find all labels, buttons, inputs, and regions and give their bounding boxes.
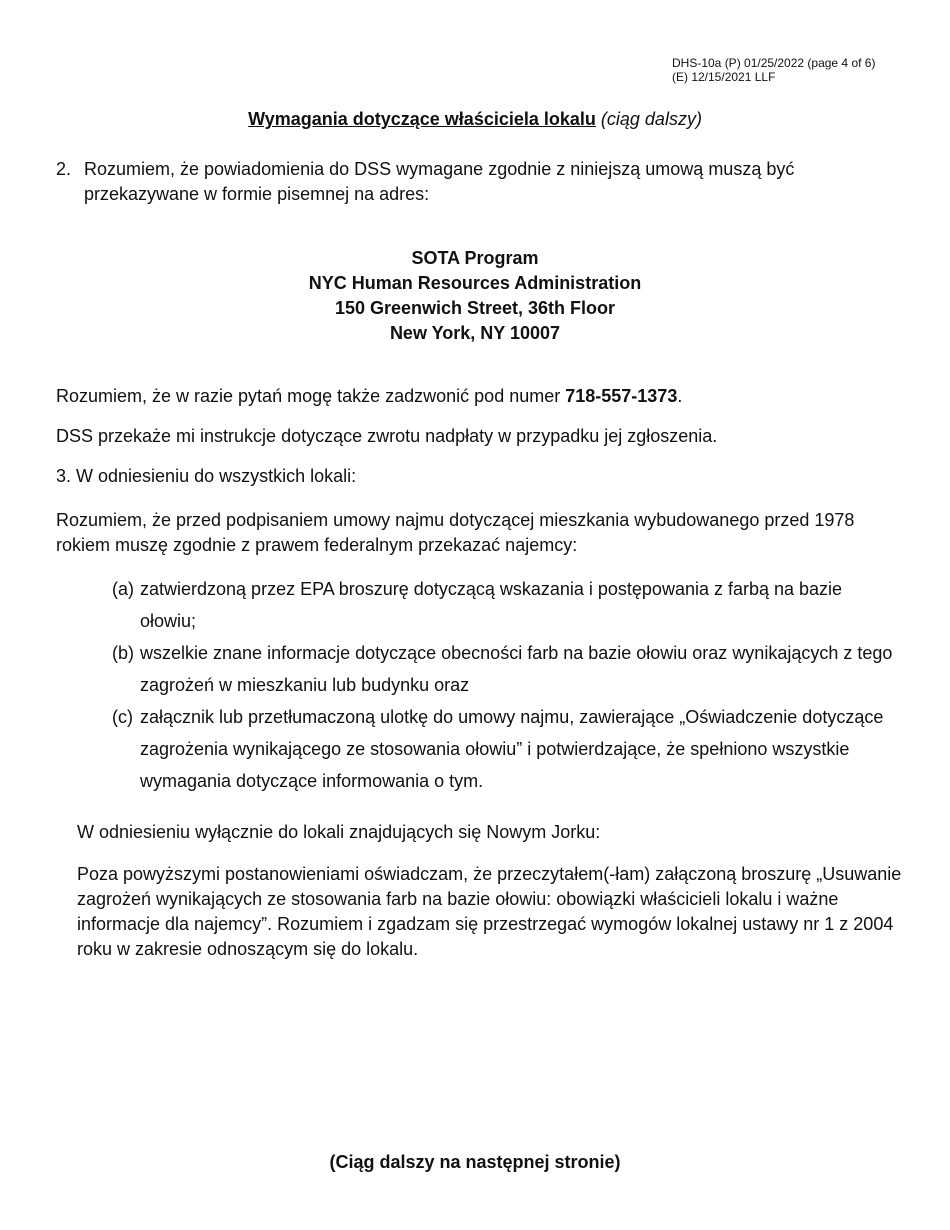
continued-footer: (Ciąg dalszy na następnej stronie) [329, 1152, 621, 1172]
item-3-heading: 3. W odniesieniu do wszystkich lokali: [56, 466, 357, 486]
section-title: Wymagania dotyczące właściciela lokalu [248, 109, 596, 129]
phone-suffix: . [677, 386, 683, 406]
list-marker: (b) [112, 643, 134, 663]
list-marker: (c) [112, 707, 133, 727]
address-line-4: New York, NY 10007 [389, 323, 561, 343]
phone-paragraph [56, 384, 906, 409]
item-2 [56, 157, 856, 207]
item-2-number: 2. [56, 159, 72, 179]
section-heading [0, 108, 950, 130]
form-id-line-2: (E) 12/15/2021 LLF [672, 70, 776, 84]
pre-1978-paragraph: Rozumiem, że przed podpisaniem umowy najmu dotyczącej mieszkania wybudowanego przed 1978 rokiem muszę zgodnie z prawem federalnym przekazać najemcy: [56, 510, 855, 555]
phone-number: 718-557-1373 [565, 386, 678, 406]
address-line-3: 150 Greenwich Street, 36th Floor [334, 298, 616, 318]
dss-address [0, 246, 950, 346]
item-2-text: Rozumiem, że powiadomienia do DSS wymagane zgodnie z niniejszą umową muszą być przekazywane w formie pisemnej na adres: [84, 159, 795, 204]
refund-paragraph: DSS przekaże mi instrukcje dotyczące zwrotu nadpłaty w przypadku jej zgłoszenia. [56, 426, 718, 446]
list-item-text: wszelkie znane informacje dotyczące obecności farb na bazie ołowiu oraz wynikających z tego zagrożeń w mieszkaniu lub budynku oraz [140, 643, 893, 695]
list-item-text: załącznik lub przetłumaczoną ulotkę do umowy najmu, zawierające „Oświadczenie dotyczące zagrożenia wynikającego ze stosowania ołowiu” i potwierdzające, że spełniono wszystkie wymagania dotyczące informowania o tym. [140, 707, 884, 791]
nyc-heading: W odniesieniu wyłącznie do lokali znajdujących się Nowym Jorku: [77, 822, 601, 842]
nyc-paragraph: Poza powyższymi postanowieniami oświadczam, że przeczytałem(-łam) załączoną broszurę „Usuwanie zagrożeń wynikających ze stosowania farb na bazie ołowiu: obowiązki właścicieli lokalu i ważne informacje dla najemcy”. Rozumiem i zgadzam się przestrzegać wymogów lokalnej ustawy nr 1 z 2004 roku w zakresie odnoszącym się do lokalu. [77, 864, 902, 959]
list-item [112, 701, 902, 797]
form-identifier [672, 56, 875, 84]
address-line-1: SOTA Program [411, 248, 539, 268]
list-item [112, 637, 902, 701]
disclosure-list [112, 573, 902, 797]
section-continued: (ciąg dalszy) [600, 109, 702, 129]
list-marker: (a) [112, 579, 134, 599]
phone-prefix: Rozumiem, że w razie pytań mogę także zadzwonić pod numer [56, 386, 566, 406]
address-line-2: NYC Human Resources Administration [308, 273, 642, 293]
list-item-text: zatwierdzoną przez EPA broszurę dotyczącą wskazania i postępowania z farbą na bazie ołowiu; [140, 579, 843, 631]
list-item [112, 573, 902, 637]
form-id-line-1: DHS-10a (P) 01/25/2022 (page 4 of 6) [672, 56, 876, 70]
